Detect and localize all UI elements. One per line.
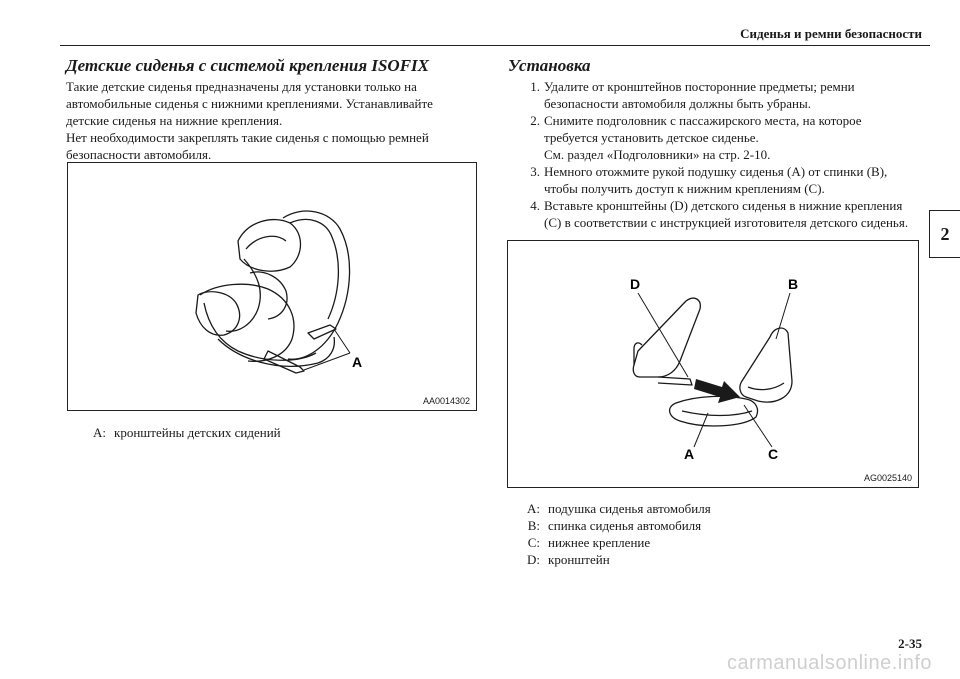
step-text: Немного отожмите рукой подушку сиденья (A) от спинки (B), чтобы получить доступ к нижним креплениям (C). xyxy=(544,164,888,196)
legend-left xyxy=(78,424,281,441)
installation-heading: Установка xyxy=(508,56,591,75)
step-text: Снимите подголовник с пассажирского места, на которое требуется установить детское сиденье. xyxy=(544,113,862,145)
isofix-paragraph-1: Такие детские сиденья предназначены для установки только на автомобильные сиденья с нижними креплениями. Устанавливайте детские сиденья на нижние крепления. xyxy=(66,79,433,128)
legend-row xyxy=(512,500,711,517)
step-number: 2. xyxy=(530,113,540,128)
legend-key: D: xyxy=(527,552,540,567)
step-number: 4. xyxy=(530,198,540,213)
watermark: carmanualsonline.info xyxy=(726,652,932,674)
step-number xyxy=(508,146,544,163)
legend-text: кронштейны детских сидений xyxy=(114,425,281,440)
callout-a: A xyxy=(352,354,363,370)
figure-code-left: AA0014302 xyxy=(422,396,470,406)
callout-a: A xyxy=(684,446,695,462)
vehicle-seat-figure xyxy=(507,240,919,488)
page-header-title: Сиденья и ремни безопасности xyxy=(740,26,922,41)
child-seat-figure xyxy=(67,162,477,411)
isofix-heading: Детские сиденья с системой крепления ISOFIX xyxy=(66,56,430,75)
callout-b: B xyxy=(788,276,799,292)
legend-row xyxy=(512,517,711,534)
step-number: 3. xyxy=(530,164,540,179)
legend-row xyxy=(78,424,281,441)
legend-key: A: xyxy=(527,501,540,516)
legend-text: спинка сиденья автомобиля xyxy=(548,518,702,533)
vehicle-seat-illustration xyxy=(508,241,918,487)
figure-code-right: AG0025140 xyxy=(863,473,912,483)
legend-key: B: xyxy=(527,518,540,533)
isofix-paragraph-2: Нет необходимости закреплять такие сиденья с помощью ремней безопасности автомобиля. xyxy=(66,130,429,162)
step-text: Удалите от кронштейнов посторонние предметы; ремни безопасности автомобиля должны быть убраны. xyxy=(544,79,855,111)
legend-text: кронштейн xyxy=(548,552,610,567)
step-text: Вставьте кронштейны (D) детского сиденья в нижние крепления (C) в соответствии с инструкцией изготовителя детского сиденья. xyxy=(544,198,909,230)
step-item xyxy=(508,163,918,197)
installation-steps xyxy=(508,78,918,231)
step-item xyxy=(508,197,918,231)
insertion-arrow-icon xyxy=(694,379,740,403)
step-item xyxy=(508,112,918,146)
legend-key: C: xyxy=(527,535,540,550)
legend-right xyxy=(512,500,711,568)
right-column xyxy=(508,56,918,231)
header-rule xyxy=(60,45,930,46)
step-text: См. раздел «Подголовники» на стр. 2-10. xyxy=(544,147,771,162)
step-item xyxy=(508,146,918,163)
callout-d: D xyxy=(630,276,641,292)
legend-row xyxy=(512,551,711,568)
page-number: 2-35 xyxy=(898,636,922,651)
legend-key: A: xyxy=(93,425,106,440)
chapter-tab: 2 xyxy=(929,210,960,258)
legend-text: подушка сиденья автомобиля xyxy=(548,501,711,516)
left-column xyxy=(66,56,476,163)
child-seat-illustration xyxy=(68,163,476,410)
step-number: 1. xyxy=(530,79,540,94)
legend-row xyxy=(512,534,711,551)
legend-text: нижнее крепление xyxy=(548,535,651,550)
step-item xyxy=(508,78,918,112)
callout-c: C xyxy=(768,446,779,462)
